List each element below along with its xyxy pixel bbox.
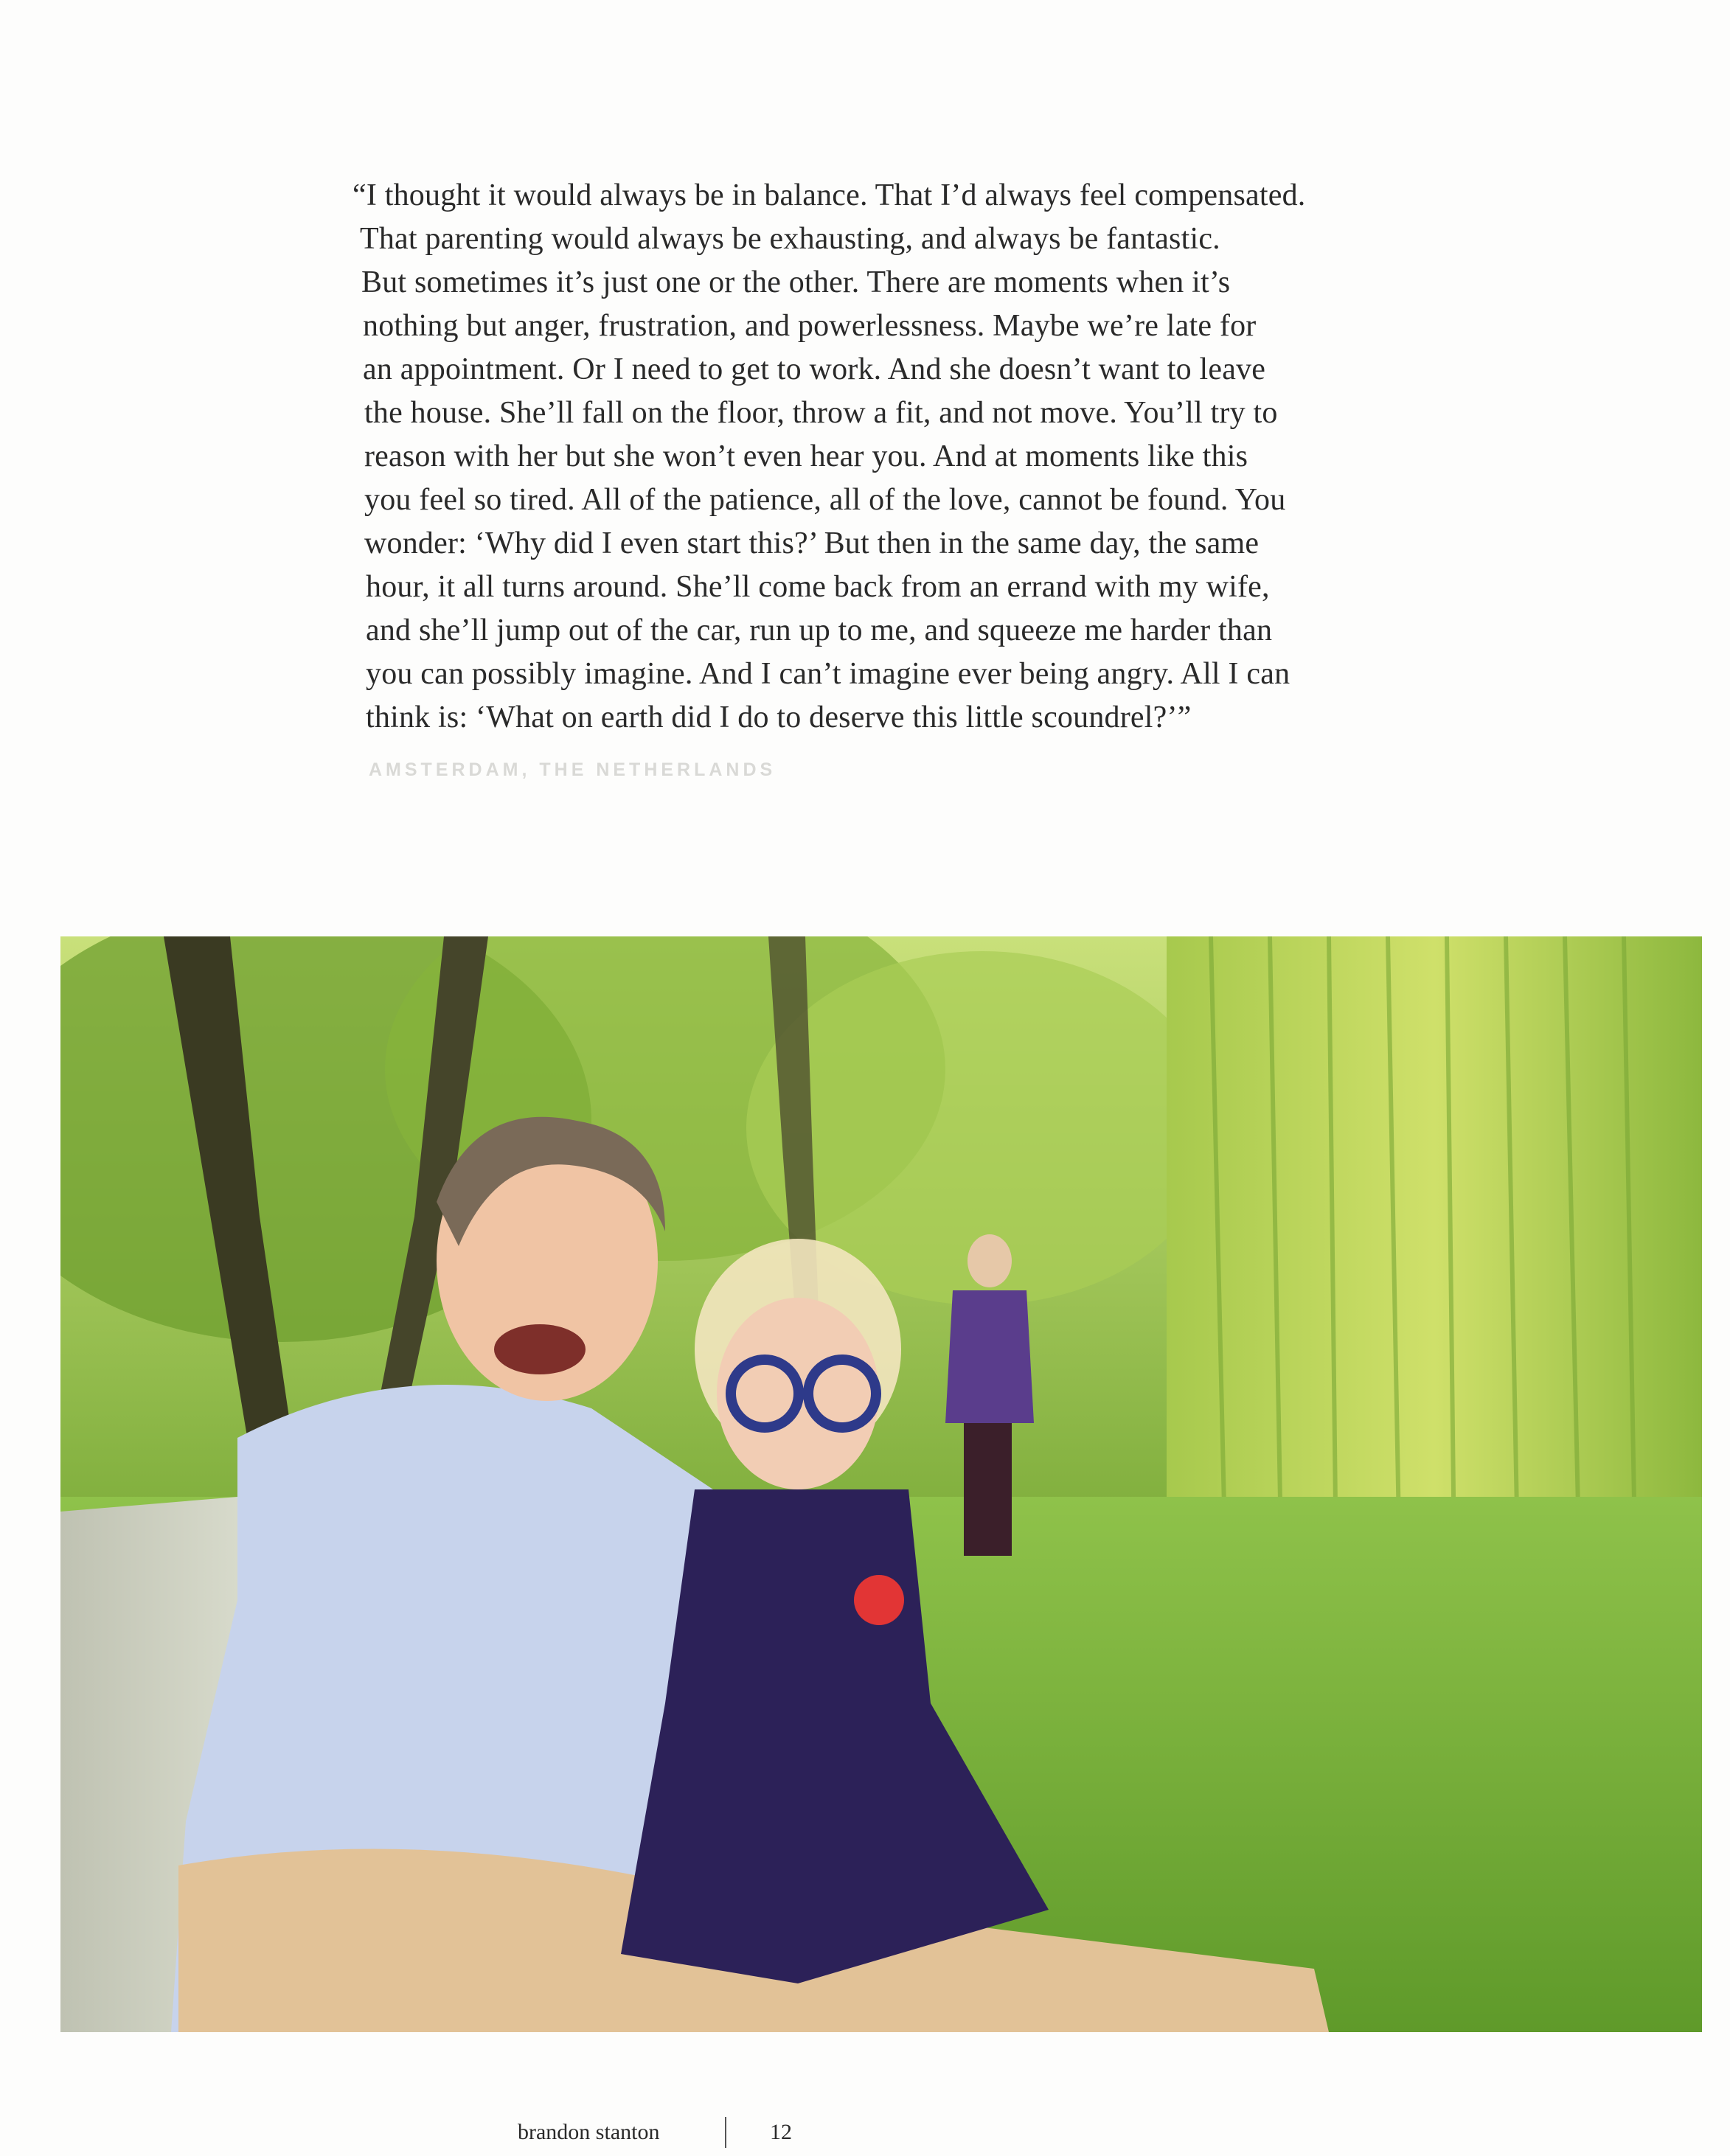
- quote-line: wonder: ‘Why did I even start this?’ But then in the same day, the same: [364, 526, 1260, 560]
- quote-line: nothing but anger, frustration, and powerlessness. Maybe we’re late for: [363, 309, 1257, 343]
- footer-divider: [725, 2117, 726, 2148]
- page-number: 12: [770, 2120, 792, 2144]
- location-caption: AMSTERDAM, THE NETHERLANDS: [369, 759, 777, 780]
- quote-line: the house. She’ll fall on the floor, throw a fit, and not move. You’ll try to: [364, 396, 1278, 430]
- footer-author: brandon stanton: [518, 2120, 660, 2144]
- quote-line: hour, it all turns around. She’ll come back from an errand with my wife,: [366, 570, 1270, 604]
- quote-line: think is: ‘What on earth did I do to deserve this little scoundrel?’”: [366, 700, 1192, 734]
- quote-line: That parenting would always be exhausting, and always be fantastic.: [360, 222, 1220, 256]
- quote-line: you feel so tired. All of the patience, all of the love, cannot be found. You: [364, 483, 1286, 517]
- park-photo-illustration: [60, 936, 1702, 2032]
- willow-tree: [1167, 936, 1702, 1585]
- quote-line: reason with her but she won’t even hear you. And at moments like this: [364, 439, 1248, 473]
- quote-line: But sometimes it’s just one or the other. There are moments when it’s: [361, 265, 1231, 299]
- quote-line: and she’ll jump out of the car, run up to me, and squeeze me harder than: [366, 613, 1273, 647]
- page-footer: [0, 2120, 1730, 2149]
- flower-brooch: [854, 1575, 904, 1625]
- park-photo: [60, 936, 1702, 2032]
- quote-line: you can possibly imagine. And I can’t imagine ever being angry. All I can: [366, 657, 1290, 691]
- quote-line: “I thought it would always be in balance. That I’d always feel compensated.: [352, 178, 1306, 212]
- quote-line: an appointment. Or I need to get to work. And she doesn’t want to leave: [363, 352, 1266, 386]
- quote-text: [352, 174, 1444, 740]
